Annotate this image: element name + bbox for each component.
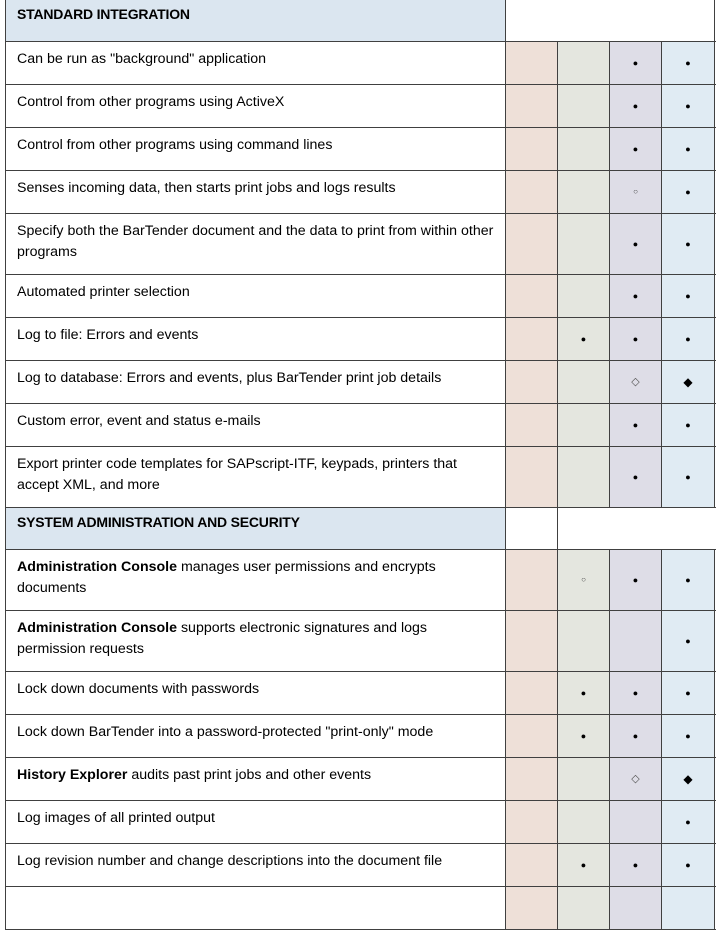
edition-cell-4 [662,42,715,84]
feature-description [5,801,506,843]
edition-cell-1 [506,214,558,274]
dot-icon: ● [580,731,587,741]
edition-cell-1 [506,844,558,886]
dot-icon: ● [632,688,639,698]
edition-cell-3 [610,214,662,274]
edition-cell-3 [610,171,662,213]
edition-cell-3 [610,672,662,714]
table-row [5,715,716,758]
edition-cell-3 [610,85,662,127]
edition-cell-2 [558,171,610,213]
open-circle-icon: ○ [633,187,638,196]
feature-text: Can be run as "background" application [17,51,267,67]
dot-icon: ● [685,187,691,197]
edition-cell-1 [506,85,558,127]
edition-cell-4 [662,404,715,446]
feature-name: History Explorer [17,767,128,783]
edition-cell-3 [610,887,662,929]
feature-description [5,887,506,929]
edition-cell-4 [662,672,715,714]
dot-icon: ● [632,860,639,870]
edition-cell-1 [506,447,558,507]
edition-cell-4 [662,171,715,213]
feature-text: Lock down BarTender into a password-protected "print-only" mode [17,724,434,740]
dot-icon: ● [685,636,691,646]
edition-cell-2 [558,128,610,170]
edition-cell-4 [662,550,715,610]
edition-cell-1 [506,128,558,170]
dot-icon: ● [685,472,691,482]
edition-cell-2 [558,318,610,360]
edition-cell-2 [558,715,610,757]
feature-description [5,275,506,317]
edition-cell-2 [558,214,610,274]
feature-description [5,42,506,84]
edition-cell-3 [610,611,662,671]
feature-description [5,844,506,886]
table-row [5,318,716,361]
feature-comparison-table [5,0,716,930]
table-row [5,214,716,275]
edition-cell-1 [506,550,558,610]
feature-description [5,171,506,213]
dot-icon: ● [632,420,639,430]
feature-description [5,672,506,714]
edition-cell-4 [662,844,715,886]
dot-icon: ● [632,144,639,154]
dot-icon: ● [685,334,691,344]
section-header-blank [506,508,558,549]
feature-text: manages user permissions and encrypts documents [17,559,436,596]
dot-icon: ● [632,58,639,68]
edition-cell-3 [610,361,662,403]
dot-icon: ● [685,575,691,585]
feature-text: Automated printer selection [17,284,190,300]
feature-text: Control from other programs using ActiveX [17,94,285,110]
table-row [5,447,716,508]
table-row [5,672,716,715]
section-header [5,508,716,550]
feature-text: Log revision number and change descriptions into the document file [17,853,443,869]
edition-cell-3 [610,801,662,843]
edition-cell-2 [558,42,610,84]
edition-cell-3 [610,758,662,800]
feature-text: Senses incoming data, then starts print jobs and logs results [17,180,396,196]
edition-cell-4 [662,715,715,757]
dot-icon: ● [580,688,587,698]
section-title: STANDARD INTEGRATION [5,0,506,41]
table-row [5,42,716,85]
table-row [5,611,716,672]
edition-cell-4 [662,128,715,170]
table-row [5,887,716,930]
section-header-blank [506,0,715,41]
edition-cell-2 [558,361,610,403]
dot-icon: ● [685,239,691,249]
edition-cell-1 [506,611,558,671]
edition-cell-4 [662,318,715,360]
edition-cell-3 [610,447,662,507]
dot-icon: ● [632,239,639,249]
dot-icon: ● [685,101,691,111]
feature-description [5,715,506,757]
feature-name: Administration Console [17,559,178,575]
edition-cell-4 [662,887,715,929]
edition-cell-1 [506,887,558,929]
dot-icon: ● [685,291,691,301]
open-circle-icon: ○ [581,575,586,584]
edition-cell-3 [610,404,662,446]
dot-icon: ● [632,334,639,344]
edition-cell-3 [610,128,662,170]
feature-description [5,85,506,127]
table-row [5,171,716,214]
dot-icon: ● [685,731,691,741]
edition-cell-2 [558,672,610,714]
feature-text: Export printer code templates for SAPscript-ITF, keypads, printers that accept XML, and more [17,456,457,493]
edition-cell-1 [506,715,558,757]
edition-cell-2 [558,801,610,843]
table-row [5,844,716,887]
section-header [5,0,716,42]
edition-cell-1 [506,318,558,360]
edition-cell-4 [662,361,715,403]
edition-cell-2 [558,550,610,610]
table-row [5,758,716,801]
edition-cell-2 [558,447,610,507]
dot-icon: ● [685,144,691,154]
dot-icon: ● [685,860,691,870]
dot-icon: ● [632,575,639,585]
edition-cell-3 [610,715,662,757]
edition-cell-4 [662,611,715,671]
dot-icon: ● [685,688,691,698]
edition-cell-2 [558,887,610,929]
feature-description [5,611,506,671]
dot-icon: ● [632,101,639,111]
feature-text: Log to database: Errors and events, plus BarTender print job details [17,370,442,386]
table-row [5,275,716,318]
table-row [5,361,716,404]
table-row [5,128,716,171]
dot-icon: ● [685,817,691,827]
edition-cell-2 [558,404,610,446]
dot-icon: ● [580,334,587,344]
feature-text: Specify both the BarTender document and the data to print from within other programs [17,223,494,260]
feature-description [5,214,506,274]
dot-icon: ● [632,291,639,301]
table-row [5,801,716,844]
edition-cell-3 [610,275,662,317]
feature-text: Log images of all printed output [17,810,215,826]
edition-cell-4 [662,801,715,843]
edition-cell-2 [558,758,610,800]
table-row [5,85,716,128]
edition-cell-3 [610,42,662,84]
feature-text: Custom error, event and status e-mails [17,413,261,429]
dot-icon: ● [580,860,587,870]
feature-text: supports electronic signatures and logs permission requests [17,620,428,657]
feature-text: audits past print jobs and other events [127,767,372,783]
feature-text: Log to file: Errors and events [17,327,199,343]
feature-name: Administration Console [17,620,178,636]
edition-cell-4 [662,275,715,317]
open-diamond-icon: ◇ [631,376,640,388]
edition-cell-1 [506,361,558,403]
edition-cell-4 [662,214,715,274]
filled-diamond-icon: ◆ [683,772,693,786]
dot-icon: ● [685,58,691,68]
edition-cell-1 [506,42,558,84]
feature-description [5,447,506,507]
edition-cell-3 [610,844,662,886]
section-title: SYSTEM ADMINISTRATION AND SECURITY [5,508,506,549]
dot-icon: ● [685,420,691,430]
edition-cell-2 [558,85,610,127]
edition-cell-1 [506,801,558,843]
edition-cell-1 [506,275,558,317]
table-row [5,404,716,447]
feature-description [5,758,506,800]
edition-cell-1 [506,404,558,446]
edition-cell-3 [610,550,662,610]
dot-icon: ● [632,472,639,482]
edition-cell-2 [558,611,610,671]
edition-cell-1 [506,672,558,714]
feature-description [5,318,506,360]
dot-icon: ● [632,731,639,741]
edition-cell-4 [662,758,715,800]
edition-cell-1 [506,758,558,800]
edition-cell-1 [506,171,558,213]
open-diamond-icon: ◇ [631,773,640,785]
edition-cell-2 [558,275,610,317]
filled-diamond-icon: ◆ [683,375,693,389]
feature-description [5,128,506,170]
feature-description [5,550,506,610]
edition-cell-4 [662,447,715,507]
table-row [5,550,716,611]
edition-cell-3 [610,318,662,360]
feature-description [5,404,506,446]
edition-cell-4 [662,85,715,127]
feature-text: Control from other programs using command lines [17,137,333,153]
feature-description [5,361,506,403]
feature-text: Lock down documents with passwords [17,681,260,697]
edition-cell-2 [558,844,610,886]
